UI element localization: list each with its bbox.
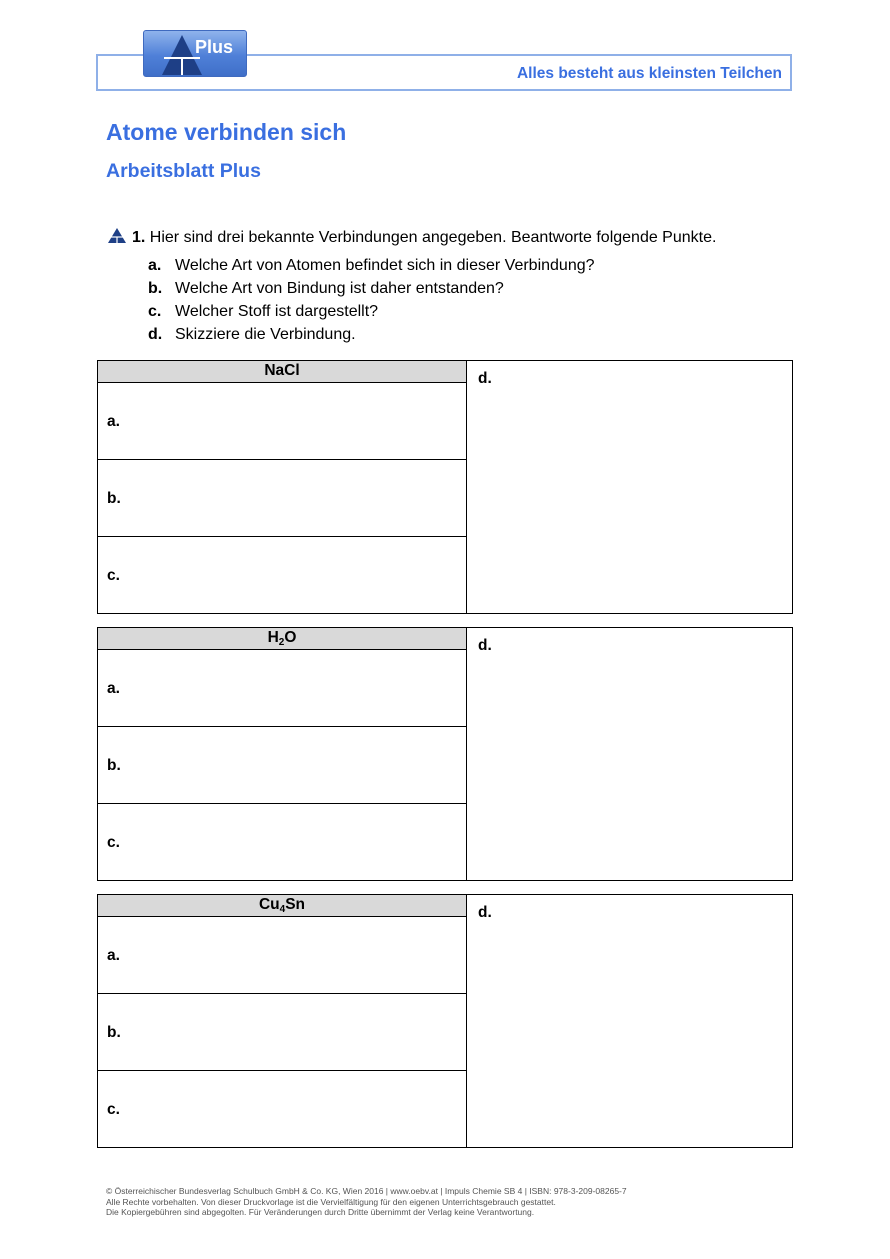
answer-table-cu4sn — [97, 894, 793, 1148]
answer-cell-c[interactable] — [98, 804, 466, 881]
question-b — [148, 280, 504, 298]
answer-cell-a[interactable] — [98, 650, 466, 727]
formula-tail: Sn — [285, 896, 306, 913]
formula-main: NaCl — [264, 362, 300, 379]
question-letter: a. — [148, 257, 162, 274]
answer-cell-c[interactable] — [98, 1071, 466, 1148]
row-label: b. — [107, 490, 121, 507]
footer-line: Die Kopiergebühren sind abgegolten. Für Veränderungen durch Dritte übernimmt der Verlag keine Verantwortung. — [106, 1207, 535, 1217]
row-label: a. — [107, 947, 120, 964]
page-title: Atome verbinden sich — [106, 119, 347, 145]
row-label: c. — [107, 567, 120, 584]
question-c — [148, 303, 378, 321]
answer-cell-b[interactable] — [98, 460, 466, 537]
task-text: Hier sind drei bekannte Verbindungen angegeben. Beantworte folgende Punkte. — [149, 229, 717, 246]
task-instruction — [132, 229, 716, 247]
formula-subscript: 2 — [278, 637, 285, 648]
question-text: Welcher Stoff ist dargestellt? — [175, 303, 379, 320]
plus-logo — [143, 30, 247, 77]
question-letter: b. — [148, 280, 163, 297]
answer-cell-b[interactable] — [98, 994, 466, 1071]
formula-main: Cu — [258, 896, 280, 913]
footer-line: © Österreichischer Bundesverlag Schulbuch GmbH & Co. KG, Wien 2016 | www.oebv.at | Impuls Chemie SB 4 | ISBN: 978-3-209-08265-7 — [106, 1186, 627, 1196]
answer-table-h2o — [97, 627, 793, 881]
row-label: b. — [107, 1024, 121, 1041]
answer-cell-c[interactable] — [98, 537, 466, 614]
answer-column — [98, 628, 467, 880]
answer-table-nacl — [97, 360, 793, 614]
footer-line: Alle Rechte vorbehalten. Von dieser Druckvorlage ist die Vervielfältigung für den eigenen Unterrichtsgebrauch gestattet. — [106, 1196, 556, 1207]
question-text: Skizziere die Verbindung. — [175, 326, 356, 343]
row-label: a. — [107, 680, 120, 697]
row-label: b. — [107, 757, 121, 774]
row-label: c. — [107, 834, 120, 851]
answer-cell-a[interactable] — [98, 917, 466, 994]
question-text: Welche Art von Atomen befindet sich in dieser Verbindung? — [175, 257, 595, 274]
question-d — [148, 326, 356, 344]
logo-text: Plus — [195, 37, 234, 57]
question-a — [148, 257, 595, 275]
row-label: c. — [107, 1101, 120, 1118]
formula-header — [98, 361, 466, 383]
pyramid-icon — [107, 227, 127, 244]
question-letter: d. — [148, 326, 163, 343]
sketch-area-label: d. — [478, 637, 492, 654]
page-subtitle: Arbeitsblatt Plus — [106, 160, 261, 182]
answer-cell-a[interactable] — [98, 383, 466, 460]
formula-tail: O — [284, 629, 297, 646]
row-label: a. — [107, 413, 120, 430]
formula-main: H — [267, 629, 279, 646]
sketch-area-label: d. — [478, 370, 492, 387]
formula-subscript: 4 — [279, 904, 286, 915]
task-number: 1. — [132, 229, 146, 246]
formula-header — [98, 895, 466, 917]
copyright-footer — [106, 1186, 627, 1218]
question-letter: c. — [148, 303, 162, 320]
formula-header — [98, 628, 466, 650]
answer-cell-b[interactable] — [98, 727, 466, 804]
sketch-area-label: d. — [478, 904, 492, 921]
answer-column — [98, 895, 467, 1147]
question-text: Welche Art von Bindung ist daher entstanden? — [175, 280, 504, 297]
series-title: Alles besteht aus kleinsten Teilchen — [516, 65, 782, 82]
answer-column — [98, 361, 467, 613]
